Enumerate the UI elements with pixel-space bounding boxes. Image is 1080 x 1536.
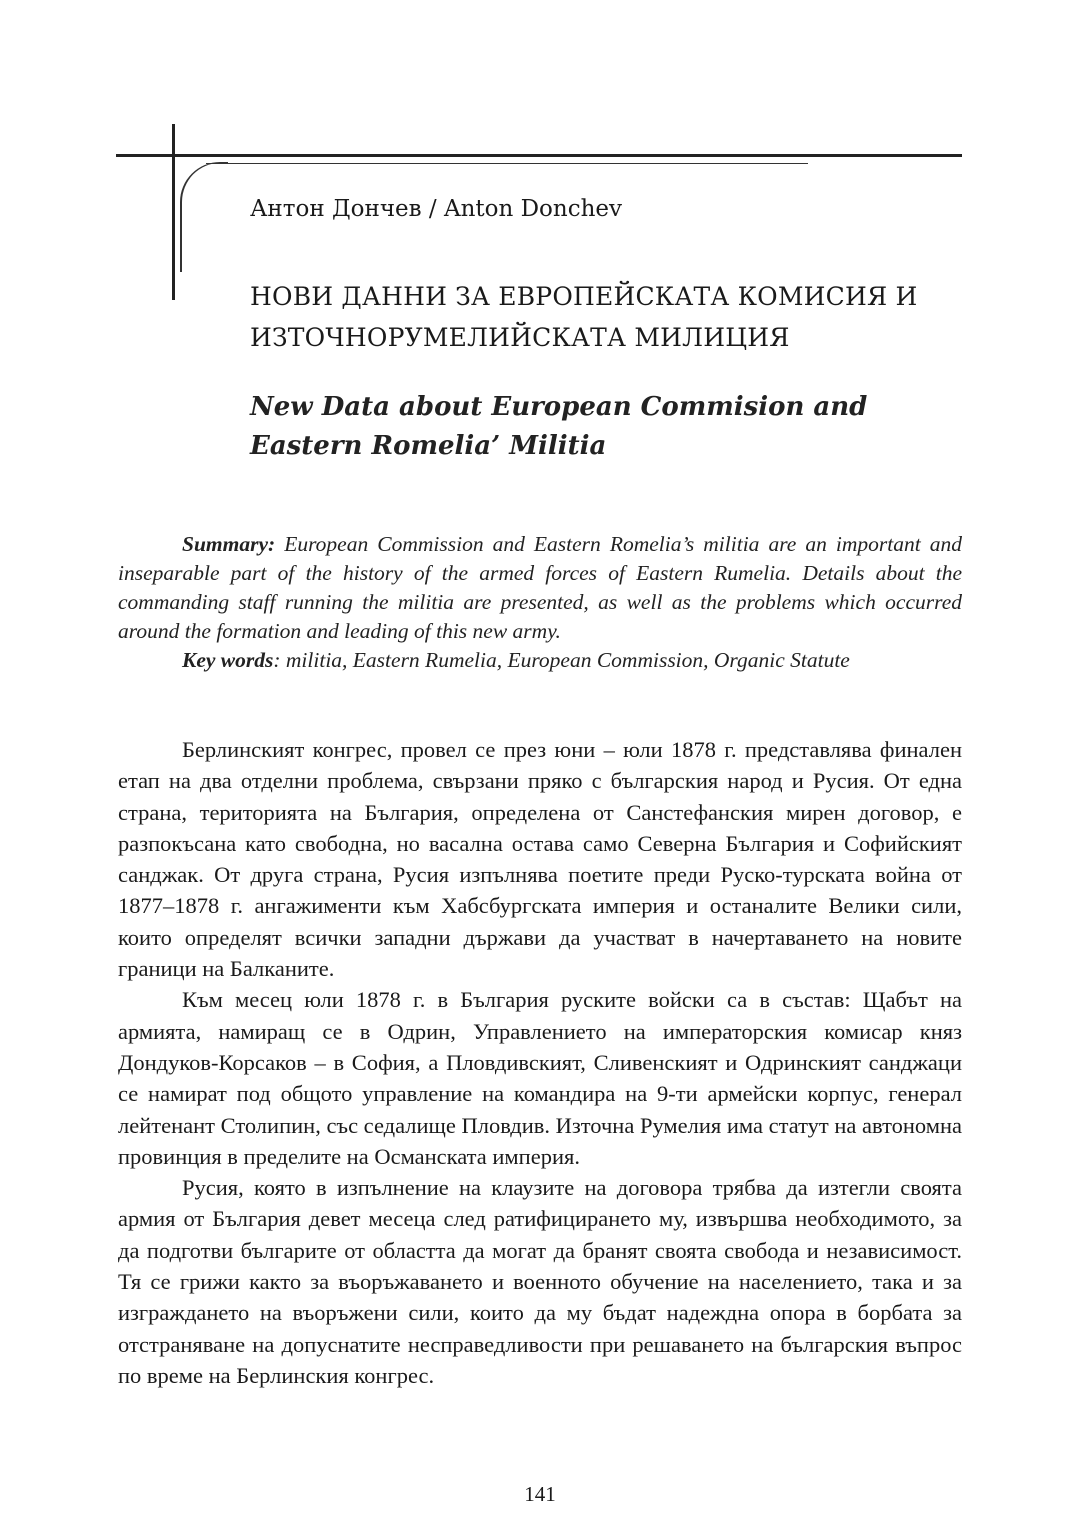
body-paragraph: Берлинският конгрес, провел се през юни – юли 1878 г. представлява финален етап на два отделни проблема, свързани пряко с българския народ и Русия. От една страна, територията на България, определена от Санстефанския мирен договор, е разпокъсана като свободна, но васална остава само Северна България и Софийският санджак. От друга страна, Русия изпълнява поетите преди Руско-турската война от 1877–1878 г. ангажименти към Хабсбургската империя и останалите Велики сили, които определят всички западни държави да участват в начертаването на новите граници на Балканите. (118, 737, 962, 982)
decorative-vertical-line (172, 124, 175, 300)
summary-label: Summary: (182, 532, 276, 556)
decorative-horizontal-line (116, 154, 962, 157)
article-title-english: New Data about European Commision and Eastern Romelia’ Militia (250, 392, 868, 461)
decorative-thin-line (206, 163, 808, 164)
author-name: Антон Дончев / Anton Donchev (250, 196, 623, 222)
page-number: 141 (524, 1482, 556, 1506)
keywords-text: : militia, Eastern Rumelia, European Commission, Organic Statute (273, 648, 850, 672)
body-paragraph: Към месец юли 1878 г. в България руските войски са в състав: Щабът на армията, намиращ се в Одрин, Управлението на императорския комисар княз Дондуков-Корсаков – в София, а Пловдивският, Сливенският и Одринският санджаци се намират под общото управление на командира на 9-ти армейски корпус, генерал лейтенант Столипин, със седалище Пловдив. Източна Румелия има статут на автономна провинция в пределите на Османската империя. (118, 987, 962, 1169)
body-paragraph: Русия, която в изпълнение на клаузите на договора трябва да изтегли своята армия от България девет месеца след ратифицирането му, извършва необходимото, за да подготви българите от областта да могат да бранят своята свобода и независимост. Тя се грижи както за въоръжаването и военното обучение на населението, така и за изграждането на въоръжени сили, които да му бъдат надеждна опора в борбата за отстраняване на допуснатите несправедливости при решаването на българския въпрос по време на Берлинския конгрес. (118, 1175, 962, 1388)
keywords-label: Key words (182, 648, 274, 672)
keywords-paragraph (118, 646, 962, 675)
summary-paragraph (118, 530, 962, 646)
summary-block (118, 530, 962, 675)
summary-text: European Commission and Eastern Romelia’s militia are an important and inseparable part of the history of the armed forces of Eastern Rumelia. Details about the commanding staff running the militia are presented, as well as the problems which occurred around the formation and leading of this new army. (118, 532, 962, 643)
decorative-corner-curve (180, 162, 228, 272)
article-title-bulgarian: НОВИ ДАННИ ЗА ЕВРОПЕЙСКАТА КОМИСИЯ И ИЗТОЧНОРУМЕЛИЙСКАТА МИЛИЦИЯ (250, 282, 918, 352)
body-text (118, 734, 962, 1391)
